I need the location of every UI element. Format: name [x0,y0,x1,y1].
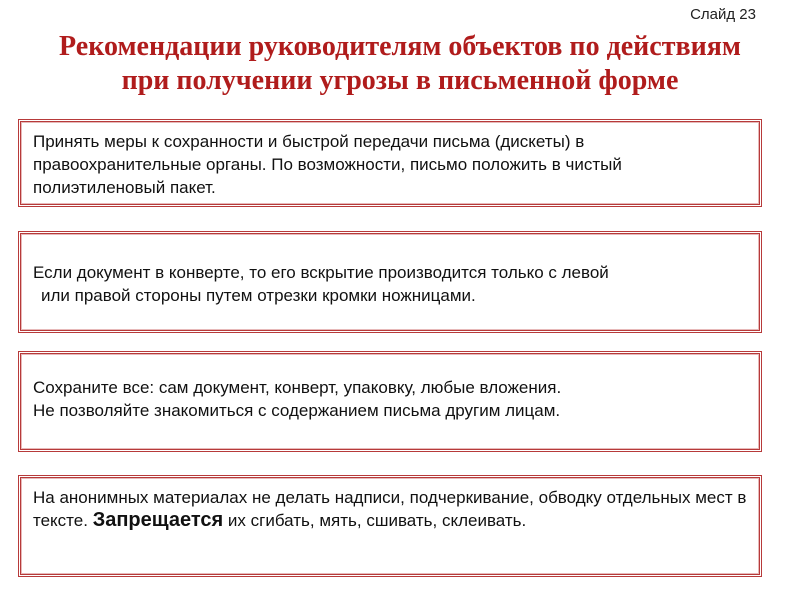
recommendation-box-3 [18,351,762,452]
recommendation-text-1: Принять меры к сохранности и быстрой передачи письма (дискеты) в правоохранительные органы. По возможности, письмо положить в чистый полиэтиленовый пакет. [33,132,622,197]
title-line-2: при получении угрозы в письменной форме [121,65,679,96]
slide-number: Слайд 23 [690,6,756,23]
title-line-1: Рекомендации руководителям объектов по действиям [59,31,741,62]
recommendation-emphasis: Запрещается [92,509,224,531]
recommendation-text-4-part-2: их сгибать, мять, сшивать, склеивать. [223,511,527,530]
recommendation-text-2-line-2: или правой стороны путем отрезки кромки ножницами. [41,286,476,305]
recommendation-text-4 [33,486,747,532]
recommendation-text-4-part-1: На анонимных материалах не делать надписи, подчеркивание, обводку отдельных мест в тексте. [33,488,747,530]
recommendation-text-2-line-1: Если документ в конверте, то его вскрытие производится только с левой [33,263,609,282]
recommendation-box-2 [18,231,762,333]
recommendation-box-1 [18,119,762,207]
recommendation-text-3-line-2: Не позволяйте знакомиться с содержанием письма другим лицам. [33,401,561,420]
slide-title [0,30,800,98]
recommendation-text-3-line-1: Сохраните все: сам документ, конверт, упаковку, любые вложения. [33,378,562,397]
recommendation-box-4 [18,475,762,577]
